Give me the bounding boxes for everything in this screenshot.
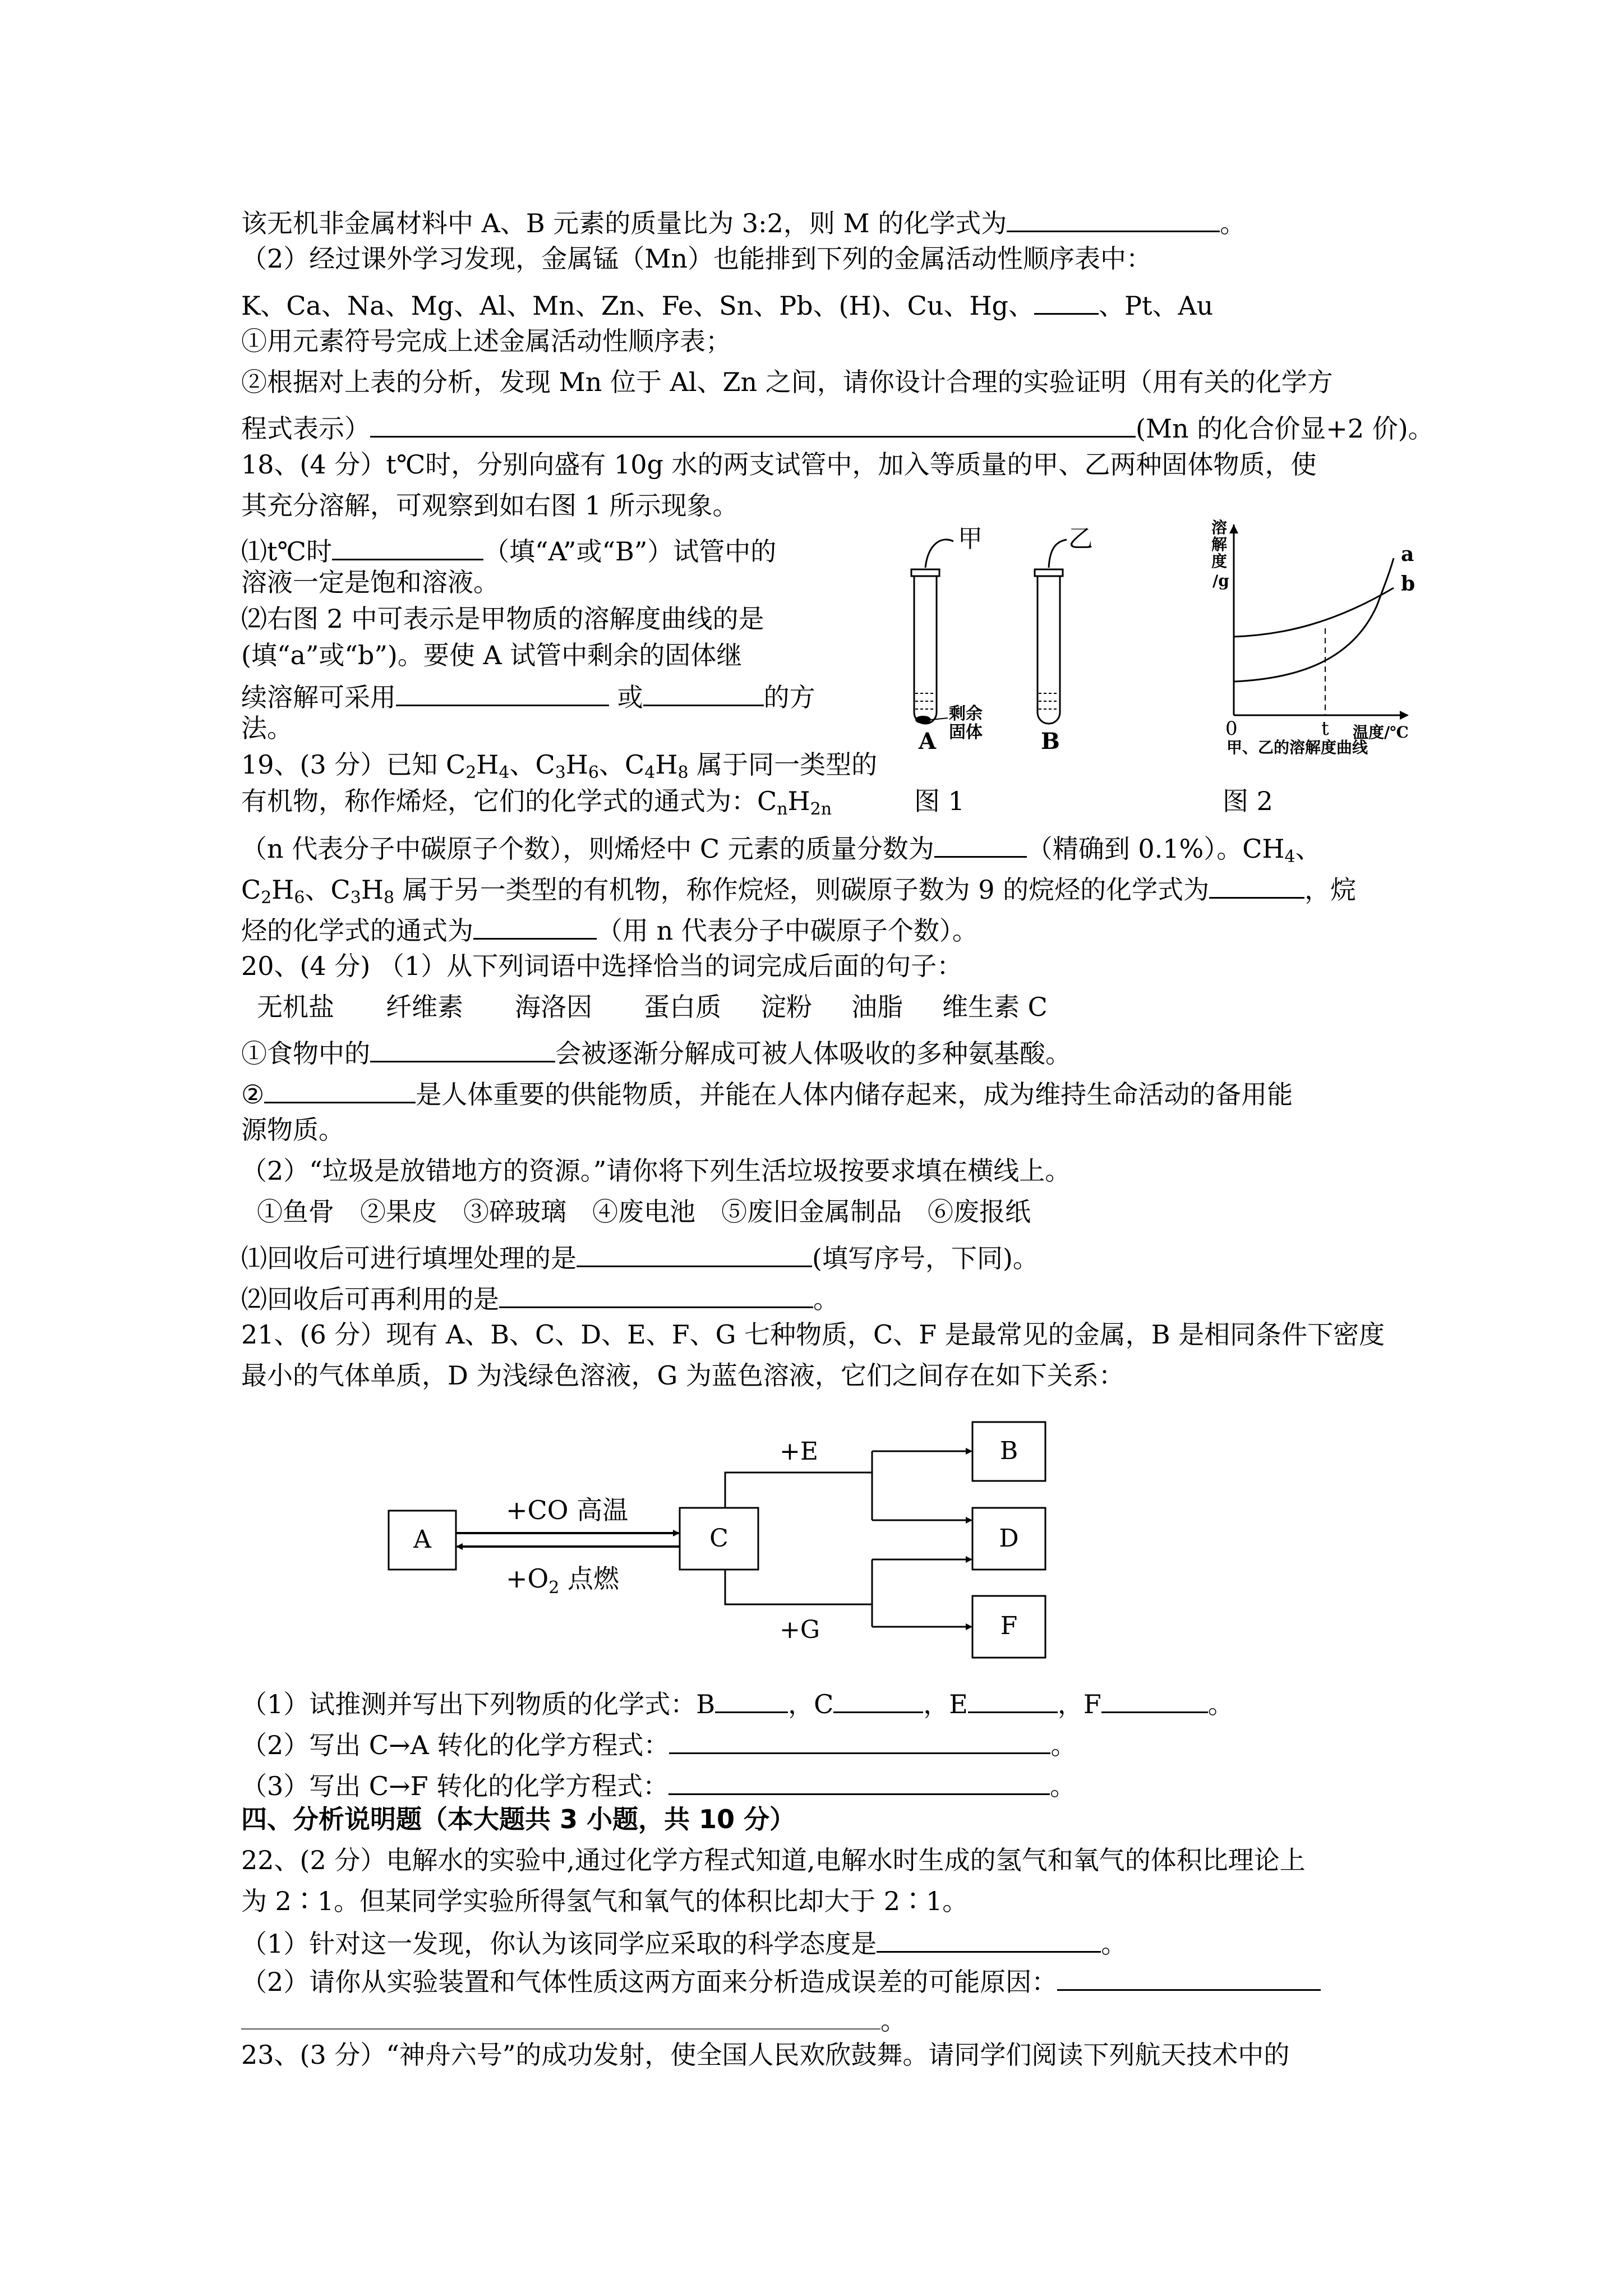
q18-s1: ⑴t℃时 （填“A”或“B”）试管中的 xyxy=(241,533,776,564)
q22-s2: （2）请你从实验装置和气体性质这两方面来分析造成误差的可能原因： xyxy=(241,1963,1321,1995)
origin-label: 0 xyxy=(1225,717,1238,740)
q20-p2: （2）“垃圾是放错地方的资源。”请你将下列生活垃圾按要求填在横线上。 xyxy=(241,1156,1071,1186)
chart-title: 甲、乙的溶解度曲线 xyxy=(1227,738,1368,757)
q18-stem-a: 18、(4 分）t℃时，分别向盛有 10g 水的两支试管中，加入等质量的甲、乙两种固体物质，使 xyxy=(241,449,1317,480)
q23-a: 23、(3 分）“神舟六号”的成功发射，使全国人民欢欣鼓舞。请同学们阅读下列航天技术中的 xyxy=(241,2040,1290,2070)
tube-b-label: B xyxy=(1041,728,1060,754)
residue-pointer xyxy=(931,718,948,720)
q18-s2b: (填“a”或“b”)。要使 A 试管中剩余的固体继 xyxy=(241,640,743,670)
branch-e xyxy=(725,1473,872,1508)
tube-a-rim xyxy=(911,569,939,576)
figure-2-solubility-curves xyxy=(1183,510,1464,757)
label-residue-2: 固体 xyxy=(949,723,983,742)
label-jia: 甲 xyxy=(958,524,983,553)
q18-s2d: 法。 xyxy=(241,713,293,743)
answer-blank-b[interactable] xyxy=(715,1686,788,1713)
y-axis-arrow xyxy=(1229,524,1238,533)
figure-1-caption: 图 1 xyxy=(914,786,965,816)
answer-blank[interactable] xyxy=(669,1727,1050,1754)
q21-s3: （3）写出 C→F 转化的化学方程式： 。 xyxy=(241,1768,1076,1799)
q18-s2c: 续溶解可采用 或 的方 xyxy=(241,679,815,710)
t-tick-label: t xyxy=(1321,717,1329,740)
x-axis-label: 温度/℃ xyxy=(1353,723,1409,742)
q20-stem: 20、(4 分) （1）从下列词语中选择恰当的词完成后面的句子： xyxy=(241,951,963,981)
q21-s2: （2）写出 C→A 转化的化学方程式： 。 xyxy=(241,1727,1076,1758)
answer-blank[interactable] xyxy=(1007,205,1220,232)
section-4-title: 四、分析说明题（本大题共 3 小题，共 10 分） xyxy=(241,1804,796,1834)
answer-blank[interactable] xyxy=(241,2003,880,2030)
q19-line-a: 19、(3 分）已知 $C_2H_4$、$C_3H_6$、$C_4H_8$ 属于同一类型的 xyxy=(241,749,878,783)
label-plus-g: +G xyxy=(780,1616,820,1644)
curve-b xyxy=(1234,588,1394,637)
tube-b-rim xyxy=(1035,569,1063,576)
q20-s2b: 源物质。 xyxy=(241,1115,344,1145)
q21-s1: （1）试推测并写出下列物质的化学式：B ，C ，E ，F 。 xyxy=(241,1686,1234,1717)
q20-s2: ② 是人体重要的供能物质，并能在人体内储存起来，成为维持生命活动的备用能 xyxy=(241,1076,1293,1107)
answer-blank[interactable] xyxy=(668,1768,1050,1795)
metal-series: K、Ca、Na、Mg、Al、Mn、Zn、Fe、Sn、Pb、(H)、Cu、Hg、 、Pt、Au xyxy=(241,287,1213,319)
answer-blank[interactable] xyxy=(499,1281,813,1308)
answer-blank[interactable] xyxy=(473,912,597,940)
branch-g xyxy=(725,1570,872,1604)
answer-blank[interactable] xyxy=(1209,871,1304,899)
answer-blank-e[interactable] xyxy=(968,1686,1058,1713)
x-axis-arrow xyxy=(1400,711,1409,720)
q19-line-c: （n 代表分子中碳原子个数），则烯烃中 C 元素的质量分数为 （精确到 0.1%）。$CH_4$、 xyxy=(241,830,1321,862)
answer-blank[interactable] xyxy=(396,679,609,706)
q22-s2-cont: 。 xyxy=(241,2003,906,2033)
q17-2-intro: （2）经过课外学习发现，金属锰（Mn）也能排到下列的金属活动性顺序表中： xyxy=(241,243,1152,274)
answer-blank[interactable] xyxy=(934,830,1027,858)
q22-s1: （1）针对这一发现，你认为该同学应采取的科学态度是 。 xyxy=(241,1925,1127,1957)
svg-text:解: 解 xyxy=(1211,535,1228,554)
tube-a-label: A xyxy=(919,728,937,754)
q18-s2a: ⑵右图 2 中可表示是甲物质的溶解度曲线的是 xyxy=(241,604,764,634)
q21-reaction-diagram xyxy=(241,1400,1082,1669)
svg-text:D: D xyxy=(999,1524,1019,1553)
curve-b-label: b xyxy=(1401,572,1415,596)
q19-line-b: 有机物，称作烯烃，它们的化学式的通式为：$C_nH_{2n}$ xyxy=(241,786,832,819)
q17-2-sub2b: 程式表示） (Mn 的化合价显+2 价)。 xyxy=(241,410,1434,441)
figure-1-test-tubes xyxy=(869,516,1183,757)
p1-line: 该无机非金属材料中 A、B 元素的质量比为 3:2，则 M 的化学式为 。 xyxy=(241,205,1246,236)
q20-f1: ⑴回收后可进行填埋处理的是 (填写序号，下同)。 xyxy=(241,1240,1039,1271)
answer-blank[interactable] xyxy=(264,1076,416,1103)
answer-blank[interactable] xyxy=(332,533,483,560)
q21-a: 21、(6 分）现有 A、B、C、D、E、F、G 七种物质，C、F 是最常见的金属，B 是相同条件下密度 xyxy=(241,1319,1385,1350)
curve-a xyxy=(1234,558,1394,682)
q20-f2: ⑵回收后可再利用的是 。 xyxy=(241,1281,839,1312)
label-residue: 剩余 xyxy=(949,704,983,724)
label-o2-ignite: $+O_2$ 点燃 xyxy=(506,1563,619,1598)
svg-text:/g: /g xyxy=(1212,572,1229,590)
q19-line-e: 烃的化学式的通式为 （用 n 代表分子中碳原子个数）。 xyxy=(241,912,978,944)
figure-2-caption: 图 2 xyxy=(1223,786,1273,816)
svg-text:C: C xyxy=(709,1524,728,1553)
answer-blank-c[interactable] xyxy=(833,1686,923,1713)
tube-b-pointer xyxy=(1049,540,1067,568)
q17-2-sub1: ①用元素符号完成上述金属活动性顺序表； xyxy=(241,326,731,356)
answer-blank[interactable] xyxy=(877,1925,1101,1953)
svg-text:B: B xyxy=(999,1437,1018,1465)
label-yi: 乙 xyxy=(1068,524,1093,553)
q20-word-bank: 无机盐 纤维素 海洛因 蛋白质 淀粉 油脂 维生素 C xyxy=(257,992,1048,1022)
svg-text:A: A xyxy=(413,1525,431,1554)
q18-s1b: 溶液一定是饱和溶液。 xyxy=(241,567,499,597)
q22-b: 为 2∶1。但某同学实验所得氢气和氧气的体积比却大于 2∶1。 xyxy=(241,1886,969,1916)
y-axis-label: 溶 xyxy=(1211,518,1228,537)
answer-blank[interactable] xyxy=(643,679,764,706)
q21-b: 最小的气体单质，D 为浅绿色溶液，G 为蓝色溶液，它们之间存在如下关系： xyxy=(241,1360,1124,1391)
label-plus-e: +E xyxy=(780,1437,818,1466)
q18-stem-b: 其充分溶解，可观察到如右图 1 所示现象。 xyxy=(241,490,739,521)
answer-blank[interactable] xyxy=(370,410,1136,438)
answer-blank[interactable] xyxy=(1057,1963,1321,1991)
q20-s1: ①食物中的 会被逐渐分解成可被人体吸收的多种氨基酸。 xyxy=(241,1035,1071,1066)
q17-2-sub2a: ②根据对上表的分析，发现 Mn 位于 Al、Zn 之间，请你设计合理的实验证明（用有关的化学方 xyxy=(241,367,1333,397)
tube-a-pointer xyxy=(925,540,953,568)
residue-solid xyxy=(915,716,931,724)
label-co-high-temp: +CO 高温 xyxy=(506,1495,629,1525)
q20-items: ①鱼骨 ②果皮 ③碎玻璃 ④废电池 ⑤废旧金属制品 ⑥废报纸 xyxy=(257,1197,1031,1227)
svg-text:度: 度 xyxy=(1211,552,1228,570)
q22-a: 22、(2 分）电解水的实验中,通过化学方程式知道,电解水时生成的氢气和氧气的体积比理论上 xyxy=(241,1845,1306,1875)
curve-a-label: a xyxy=(1401,542,1414,566)
answer-blank-f[interactable] xyxy=(1101,1686,1208,1713)
answer-blank[interactable] xyxy=(1034,287,1099,315)
svg-text:F: F xyxy=(1000,1612,1018,1640)
answer-blank[interactable] xyxy=(577,1240,812,1267)
q19-line-d: $C_2H_6$、$C_3H_8$ 属于另一类型的有机物，称作烷烃，则碳原子数为 9 的烷烃的化学式为 ，烷 xyxy=(241,871,1356,903)
answer-blank[interactable] xyxy=(370,1035,555,1062)
